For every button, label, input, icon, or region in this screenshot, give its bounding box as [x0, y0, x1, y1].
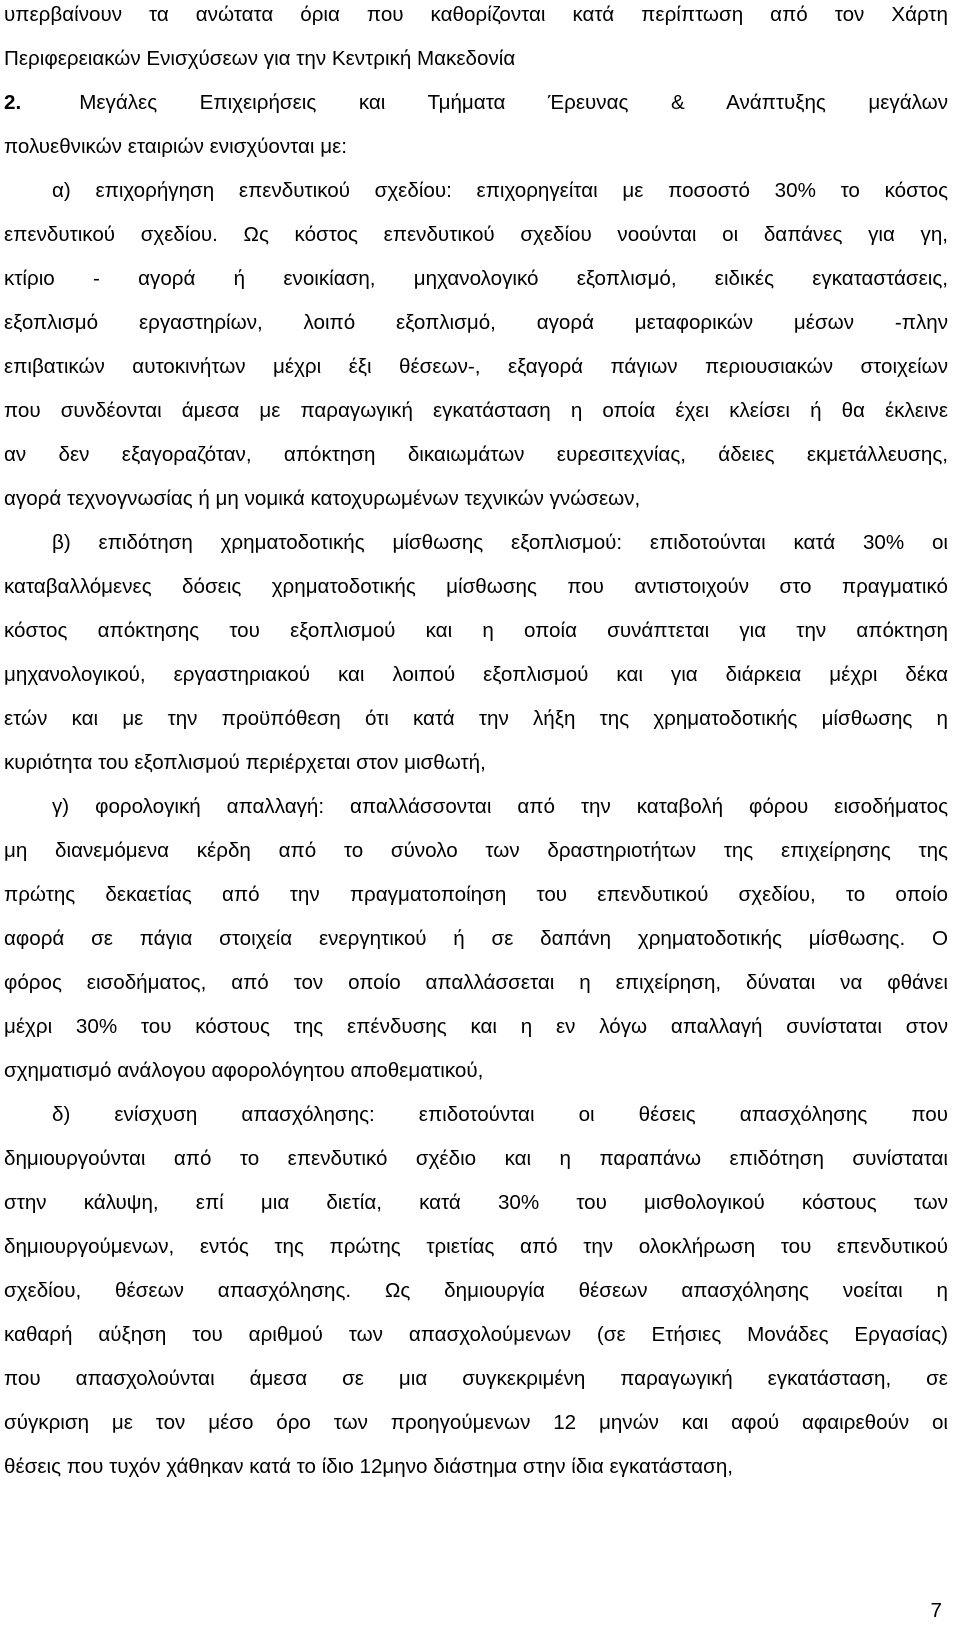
text-line-22: αφορά σε πάγια στοιχεία ενεργητικού ή σε δαπάνη χρηματοδοτικής μίσθωσης. Ο — [4, 927, 948, 950]
page-number: 7 — [930, 1599, 942, 1622]
text-line-33: σύγκριση με τον μέσο όρο των προηγούμενων 12 μηνών και αφού αφαιρεθούν οι — [4, 1411, 948, 1434]
text-line-30: σχεδίου, θέσεων απασχόλησης. Ως δημιουργία θέσεων απασχόλησης νοείται η — [4, 1279, 948, 1302]
text-line-1: υπερβαίνουν τα ανώτατα όρια που καθορίζονται κατά περίπτωση από τον Χάρτη — [4, 3, 948, 26]
text-line-4: πολυεθνικών εταιριών ενισχύονται με: — [4, 135, 347, 158]
text-line-20: μη διανεμόμενα κέρδη από το σύνολο των δραστηριοτήτων της επιχείρησης της — [4, 839, 948, 862]
paragraph-a-start: α) επιχορήγηση επενδυτικού σχεδίου: επιχορηγείται με ποσοστό 30% το κόστος — [52, 179, 948, 202]
item-2-heading: Μεγάλες Επιχειρήσεις και Τμήματα Έρευνας & Ανάπτυξης μεγάλων — [79, 91, 948, 114]
text-line-12: αγορά τεχνογνωσίας ή μη νομικά κατοχυρωμένων τεχνικών γνώσεων, — [4, 487, 641, 510]
paragraph-b-start: β) επιδότηση χρηματοδοτικής μίσθωσης εξοπλισμού: επιδοτούνται κατά 30% οι — [52, 531, 948, 554]
text-line-2: Περιφερειακών Ενισχύσεων για την Κεντρική Μακεδονία — [4, 47, 516, 70]
item-2-number: 2. — [4, 91, 22, 114]
text-line-27: δημιουργούνται από το επενδυτικό σχέδιο και η παραπάνω επιδότηση συνίσταται — [4, 1147, 948, 1170]
text-line-11: αν δεν εξαγοραζόταν, απόκτηση δικαιωμάτων ευρεσιτεχνίας, άδειες εκμετάλλευσης, — [4, 443, 948, 466]
item-2-line — [4, 90, 948, 116]
text-line-10: που συνδέονται άμεσα με παραγωγική εγκατάσταση η οποία έχει κλείσει ή θα έκλεινε — [4, 399, 948, 422]
text-line-7: κτίριο - αγορά ή ενοικίαση, μηχανολογικό εξοπλισμό, ειδικές εγκαταστάσεις, — [4, 267, 948, 290]
text-line-16: μηχανολογικού, εργαστηριακού και λοιπού εξοπλισμού και για διάρκεια μέχρι δέκα — [4, 663, 948, 686]
text-line-6: επενδυτικού σχεδίου. Ως κόστος επενδυτικού σχεδίου νοούνται οι δαπάνες για γη, — [4, 223, 948, 246]
paragraph-d-start: δ) ενίσχυση απασχόλησης: επιδοτούνται οι θέσεις απασχόλησης που — [52, 1103, 948, 1126]
paragraph-c-start: γ) φορολογική απαλλαγή: απαλλάσσονται από την καταβολή φόρου εισοδήματος — [52, 795, 948, 818]
text-line-25: σχηματισμό ανάλογου αφορολόγητου αποθεματικού, — [4, 1059, 484, 1082]
text-line-29: δημιουργούμενων, εντός της πρώτης τριετίας από την ολοκλήρωση του επενδυτικού — [4, 1235, 948, 1258]
text-line-28: στην κάλυψη, επί μια διετία, κατά 30% του μισθολογικού κόστους των — [4, 1191, 948, 1214]
text-line-31: καθαρή αύξηση του αριθμού των απασχολούμενων (σε Ετήσιες Μονάδες Εργασίας) — [4, 1323, 948, 1346]
text-line-17: ετών και με την προϋπόθεση ότι κατά την λήξη της χρηματοδοτικής μίσθωσης η — [4, 707, 948, 730]
text-line-23: φόρος εισοδήματος, από τον οποίο απαλλάσσεται η επιχείρηση, δύναται να φθάνει — [4, 971, 948, 994]
text-line-14: καταβαλλόμενες δόσεις χρηματοδοτικής μίσθωσης που αντιστοιχούν στο πραγματικό — [4, 575, 948, 598]
text-line-9: επιβατικών αυτοκινήτων μέχρι έξι θέσεων-, εξαγορά πάγιων περιουσιακών στοιχείων — [4, 355, 948, 378]
text-line-24: μέχρι 30% του κόστους της επένδυσης και η εν λόγω απαλλαγή συνίσταται στον — [4, 1015, 948, 1038]
text-line-8: εξοπλισμό εργαστηρίων, λοιπό εξοπλισμό, αγορά μεταφορικών μέσων -πλην — [4, 311, 948, 334]
text-line-21: πρώτης δεκαετίας από την πραγματοποίηση του επενδυτικού σχεδίου, το οποίο — [4, 883, 948, 906]
text-line-34: θέσεις που τυχόν χάθηκαν κατά το ίδιο 12μηνο διάστημα στην ίδια εγκατάσταση, — [4, 1455, 734, 1478]
text-line-32: που απασχολούνται άμεσα σε μια συγκεκριμένη παραγωγική εγκατάσταση, σε — [4, 1367, 948, 1390]
text-line-18: κυριότητα του εξοπλισμού περιέρχεται στον μισθωτή, — [4, 751, 486, 774]
text-line-15: κόστος απόκτησης του εξοπλισμού και η οποία συνάπτεται για την απόκτηση — [4, 619, 948, 642]
